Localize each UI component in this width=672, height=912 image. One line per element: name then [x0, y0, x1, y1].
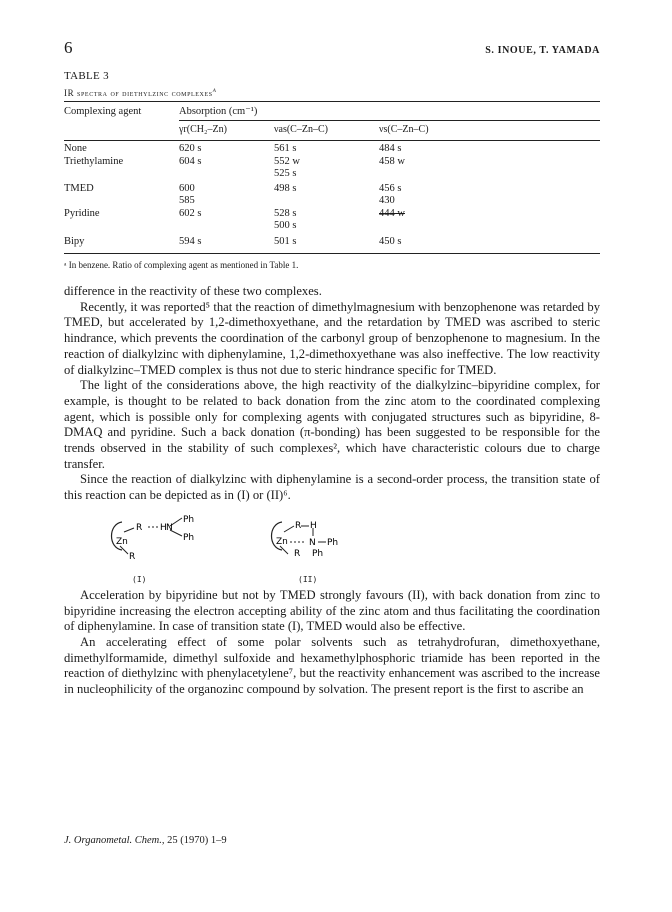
figure-label-II: (II) — [298, 574, 318, 584]
paragraph: Since the reaction of dialkylzinc with diphenylamine is a second-order process, the transition state of this reaction can be depicted as in (I) or (II)⁶. — [64, 472, 600, 503]
table-row: 585 430 — [179, 195, 395, 206]
figure-label-I: (I) — [132, 574, 147, 584]
journal-volume: 25 (1970) 1–9 — [167, 835, 227, 846]
transition-state-figures — [64, 510, 600, 588]
table-row: 500 s — [274, 220, 297, 231]
page-number: 6 — [64, 38, 73, 57]
atom-r: R — [295, 520, 302, 531]
paragraph: An accelerating effect of some polar solvents such as tetrahydrofuran, dimethoxyethane, dimethylformamide, dimethyl sulfoxide and hexamethylphosphoric triamide has been reported in the reaction of diethylzinc with phenylacetylene⁷, but the reactivity enhancement was ascribed to the increase in nucleophilicity of the organozinc compound by solvation. The present report is the first to ascribe an — [64, 634, 600, 697]
atom-h: H — [160, 522, 167, 533]
structure-II — [264, 514, 384, 584]
table-row: TMED 600 498 s 456 s — [64, 182, 402, 194]
col-head-complexing-agent: Complexing agent — [64, 105, 142, 117]
body-text — [64, 284, 600, 698]
atom-ph: Ph — [183, 532, 195, 543]
atom-ph: Ph — [327, 537, 339, 548]
atom-r: R — [136, 522, 143, 533]
table-caption: IR spectra of diethylzinc complexes$^a$ — [64, 86, 217, 98]
journal-name: J. Organometal. Chem., — [64, 835, 165, 846]
subhead-asym-stretch: νas(C–Zn–C) — [274, 124, 328, 135]
paragraph: The light of the considerations above, the high reactivity of the dialkylzinc–bipyridine complex, for example, is thought to be related to back donation from the zinc atom to the coordinated complexing agent, which is possible only for complexing agents with conjugated structures such as bipyridine, 8-DMAQ and pyridine. Such a back donation (π-bonding) has been suggested to be responsible for the trends observed in the stability of such complexes², which have characteristic colours due to charge transfer. — [64, 378, 600, 471]
paragraph: Acceleration by bipyridine but not by TMED strongly favours (II), with back donation from zinc to bipyridine increasing the electron accepting ability of the zinc atom and thus facilitating the coordination of diphenylamine. In case of transition state (I), TMED would also be effective. — [64, 587, 600, 634]
journal-citation — [64, 835, 227, 846]
atom-ph: Ph — [312, 548, 324, 559]
subhead-sym-stretch: νs(C–Zn–C) — [379, 124, 429, 135]
table-label: TABLE 3 — [64, 70, 109, 82]
running-authors: S. INOUE, T. YAMADA — [485, 45, 600, 56]
atom-r: R — [294, 548, 301, 559]
table-row: None 620 s 561 s 484 s — [64, 143, 402, 154]
subhead-rocking: γr(CH₂–Zn) — [179, 124, 227, 135]
table-footnote: ᵃ In benzene. Ratio of complexing agent as mentioned in Table 1. — [64, 260, 299, 270]
atom-n: N — [166, 522, 173, 533]
structure-I-drawing — [104, 514, 224, 570]
running-header — [64, 38, 600, 60]
table-row: Pyridine 602 s 528 s 444 w — [64, 207, 405, 219]
table-row: Triethylamine 604 s 552 w 458 w — [64, 155, 405, 167]
table-row: 525 s — [274, 168, 297, 179]
ir-spectra-table — [64, 101, 600, 254]
structure-II-drawing — [264, 514, 384, 570]
table-row: Bipy 594 s 501 s 450 s — [64, 233, 600, 254]
page — [64, 38, 600, 698]
atom-r: R — [129, 551, 136, 562]
paragraph: difference in the reactivity of these two complexes. — [64, 284, 322, 298]
atom-zn: Zn — [276, 536, 288, 547]
col-head-absorption: Absorption (cm⁻¹) — [179, 102, 600, 121]
paragraph: Recently, it was reported⁵ that the reaction of dimethylmagnesium with benzophenone was retarded by TMED, but accelerated by 1,2-dimethoxyethane, and the retardation by TMED was ascribed to steric hindrance, which prevents the coordination of the carbonyl group of benzophenone to magnesium. In the reaction of dialkylzinc with diphenylamine, 1,2-dimethoxyethane was also ineffective. The low reactivity of dialkylzinc–TMED complex is thus not due to steric hindrance specific for TMED. — [64, 299, 600, 377]
atom-n: N — [309, 537, 316, 548]
atom-zn: Zn — [116, 536, 128, 547]
atom-ph: Ph — [183, 514, 195, 525]
atom-h: H — [310, 520, 317, 531]
structure-I — [104, 514, 224, 584]
caption-footnote-mark: a — [212, 86, 217, 94]
